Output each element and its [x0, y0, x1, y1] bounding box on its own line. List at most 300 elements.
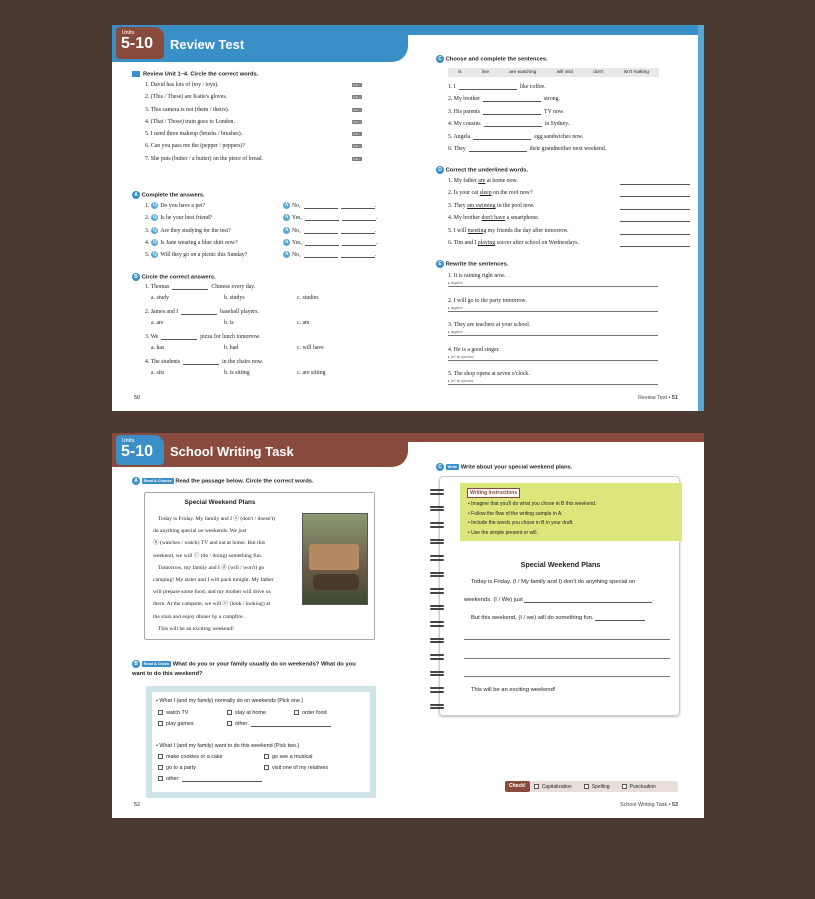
instructions-list: [468, 500, 596, 538]
answer: A No, .: [284, 202, 376, 209]
spiral-ring: [430, 509, 444, 511]
section-c-title: Choose and complete the sentences.: [445, 56, 548, 63]
spiral-ring: [430, 506, 444, 508]
camper-van: [309, 544, 359, 570]
section-c-badge: C: [436, 55, 444, 63]
checkbox-option[interactable]: [158, 721, 194, 727]
checkbox-option[interactable]: [158, 776, 262, 782]
mc-question-end: Chinese every day.: [211, 284, 256, 290]
section-a-list: [145, 202, 405, 263]
instruction-item: • Include the words you chose in B in your draft.: [468, 520, 574, 527]
word-bank-word: is: [458, 70, 462, 75]
instruction-item: • Imagine that you'll do what you chose in B this weekend.: [468, 501, 597, 507]
section-a-badge: A: [132, 191, 140, 199]
fill-blank[interactable]: [473, 139, 531, 140]
a-marker: A: [284, 239, 289, 245]
unit-tag: Unit 1: [353, 156, 361, 161]
section-d-badge: D: [436, 166, 444, 174]
review-item[interactable]: [145, 143, 370, 155]
fill-sentence: [448, 146, 688, 158]
mc-option[interactable]: a. study: [151, 295, 170, 301]
other-blank[interactable]: [182, 781, 262, 782]
spiral-ring: [430, 555, 444, 557]
checkbox[interactable]: [294, 710, 299, 715]
section-b-badge: B: [132, 660, 140, 668]
mc-question-end: pizza for lunch tomorrow.: [200, 334, 261, 340]
check-item-label: Spelling: [591, 783, 610, 790]
section-b-title-2: want to do this weekend?: [132, 670, 203, 677]
option-label: go to a party: [166, 765, 196, 771]
answer-blank-1[interactable]: [304, 233, 338, 234]
checkbox[interactable]: [584, 784, 589, 789]
answer-blank-1[interactable]: [305, 245, 339, 246]
section-b-heading: [132, 660, 392, 679]
rewrite-hint[interactable]: ▸ negative: [448, 281, 658, 287]
mc-blank[interactable]: [181, 314, 217, 315]
page-number-left: 50: [134, 395, 140, 401]
review-item-text: 1. David has lots of (toy / toys).: [145, 82, 219, 88]
review-item[interactable]: [145, 82, 370, 94]
sentence-start: 4. My brother: [448, 215, 482, 222]
checkbox-option[interactable]: [158, 754, 223, 760]
spiral-ring: [430, 671, 444, 673]
mc-question: [145, 359, 405, 384]
correction-row: [448, 178, 688, 190]
spiral-ring: [430, 621, 444, 623]
check-label: Check!: [505, 781, 530, 792]
checkbox[interactable]: [158, 710, 163, 715]
note-line-2: weekends. (I / We) just .: [464, 597, 655, 603]
section-b-list: [145, 284, 405, 384]
section-b-badge: B: [132, 273, 140, 281]
answer-start: Yes,: [292, 215, 302, 222]
spiral-ring: [430, 605, 444, 607]
rewrite-sentence: 4. He is a good singer.: [448, 346, 500, 353]
fill-blank[interactable]: [484, 126, 542, 127]
a-marker: A: [284, 215, 289, 221]
mc-option[interactable]: c. am: [297, 320, 310, 326]
check-item[interactable]: [584, 784, 610, 790]
checklist-inner: [152, 692, 370, 792]
spiral-ring: [430, 489, 444, 491]
group-1-title: • What I (and my family) normally do on weekends (Pick one.): [156, 698, 304, 704]
word-bank-word: isn't making: [623, 70, 649, 75]
writing-blank[interactable]: [524, 602, 652, 603]
answer-start: No,: [292, 252, 301, 259]
word-bank-word: don't: [593, 70, 604, 75]
sentence-end: my friends the day after tomorrow.: [486, 227, 569, 234]
fill-blank[interactable]: [483, 101, 541, 102]
section-b-heading: [132, 273, 216, 281]
note-line-1: Today is Friday. (I / My family and I) don't do anything special on: [471, 579, 636, 585]
answer-start: No,: [292, 202, 301, 209]
spiral-ring: [430, 522, 444, 524]
answer: A No, .: [284, 252, 376, 259]
spiral-ring: [430, 572, 444, 574]
rewrite-sentence: 3. They are teachers at your school.: [448, 322, 531, 329]
mc-option[interactable]: b. studys: [224, 295, 245, 301]
passage-line: there. At the campsite, we will ⓔ (look / looking) at: [153, 601, 271, 608]
question-row: [145, 239, 405, 251]
check-item[interactable]: [534, 784, 572, 790]
spiral-ring: [430, 542, 444, 544]
question-row: [145, 214, 405, 226]
section-c-heading: [436, 55, 548, 63]
option-label: go see a musical: [272, 754, 313, 760]
option-label: stay at home: [235, 710, 266, 716]
family-group: [313, 574, 359, 590]
review-item[interactable]: [145, 94, 370, 106]
question-text: Is Jane wearing a blue shirt now?: [160, 239, 238, 246]
right-edge-bar: [698, 25, 704, 411]
rewrite-item: [448, 298, 663, 323]
unit-tag: Unit 2: [353, 144, 361, 149]
group-2-title: • What I (and my family) want to do this weekend (Pick two.): [156, 743, 300, 749]
review-item[interactable]: [145, 119, 370, 131]
spiral-ring: [430, 687, 444, 689]
spiral-ring: [430, 638, 444, 640]
fill-sentence: [448, 134, 688, 146]
spiral-ring: [430, 539, 444, 541]
passage-line: Today is Friday. My family and I ⓐ (don't / doesn't): [158, 516, 276, 522]
writing-line[interactable]: [464, 676, 670, 677]
rewrite-hint[interactable]: ▸ yes-no question: [448, 379, 658, 385]
mc-blank[interactable]: [183, 364, 219, 365]
question-row: [145, 202, 405, 214]
answer-blank-2[interactable]: [341, 208, 375, 209]
option-label: visit one of my relatives: [272, 765, 329, 771]
fill-sentence: [448, 84, 688, 96]
rewrite-hint[interactable]: ▸ negative: [448, 306, 658, 312]
sentence-end: in the pool now.: [495, 202, 535, 209]
mc-option[interactable]: b. is: [224, 320, 234, 326]
correction-blank[interactable]: [620, 203, 690, 210]
spiral-ring: [430, 704, 444, 706]
checkbox-option[interactable]: [227, 721, 331, 727]
fill-blank[interactable]: [459, 89, 517, 90]
q-marker: Q: [152, 203, 157, 208]
unit-badge: [116, 27, 164, 59]
instruction-item: • Follow the flow of the writing sample in A.: [468, 510, 563, 517]
passage-line: ⓑ (watches / watch) TV and eat at home. But this: [153, 540, 266, 547]
mc-question-end: in the chairs now.: [222, 359, 263, 365]
review-item[interactable]: [145, 156, 370, 168]
option-label: watch TV: [166, 710, 189, 716]
spiral-ring: [430, 707, 444, 709]
correction-blank[interactable]: [620, 215, 690, 222]
camping-photo: [302, 513, 368, 605]
note-line-3: [471, 615, 671, 621]
mc-question-start: 2. James and I: [145, 309, 179, 315]
spiral-ring: [430, 526, 444, 528]
mc-blank[interactable]: [161, 339, 197, 340]
option-label: play games: [166, 721, 194, 727]
sentence-end: their grandmother next weekend.: [529, 145, 607, 152]
word-bank-word: are watching: [509, 70, 537, 75]
question-text: Is he your best friend?: [160, 215, 213, 222]
review-item-text: 2. (This / These) are Katie's gloves.: [145, 94, 228, 101]
page-footer-right: School Writing Task • 53: [620, 802, 679, 808]
mc-option[interactable]: b. is sitting: [224, 370, 250, 376]
units-label: Units: [122, 438, 135, 444]
mc-question-end: baseball players.: [220, 309, 259, 315]
underlined-word: meeting: [467, 227, 487, 234]
rewrite-item: [448, 273, 663, 298]
checkbox-option[interactable]: [158, 765, 196, 771]
unit-tag: Unit 3: [353, 107, 361, 112]
page-number-right: 51: [671, 395, 678, 401]
correction-row: [448, 240, 688, 252]
mc-option[interactable]: a. sits: [151, 370, 165, 376]
writing-line[interactable]: [464, 639, 670, 640]
option-label: other:: [235, 721, 249, 727]
sentence-start: 2. My brother: [448, 96, 481, 103]
mc-option[interactable]: b. had: [224, 345, 239, 351]
sentence-start: 3. They: [448, 202, 468, 209]
section-e-title: Rewrite the sentences.: [445, 261, 509, 268]
sentence-start: 2. Is your cat: [448, 190, 480, 197]
answer-start: Yes,: [292, 239, 302, 246]
answer-blank-2[interactable]: [341, 257, 375, 258]
checkbox[interactable]: [264, 754, 269, 759]
checkbox[interactable]: [158, 721, 163, 726]
answer-blank-2[interactable]: [342, 245, 376, 246]
sentence-start: 6. Tim and I: [448, 239, 478, 246]
spiral-ring: [430, 575, 444, 577]
check-bar: [505, 781, 678, 792]
passage-line: weekend, we will ⓒ (do / doing) something fun.: [153, 552, 263, 559]
question-number: 2.: [145, 215, 150, 222]
footer-title: Review Test: [638, 395, 667, 401]
passage-line: camping! My sister and I will pack tonight. My father: [153, 577, 274, 584]
note-line-2-text: weekends. (I / We) just: [464, 597, 523, 603]
section-a-title: Complete the answers.: [141, 192, 205, 199]
section-d-list: [448, 178, 688, 252]
review-heading: Review Unit 1–4. Circle the correct words.: [143, 71, 259, 78]
mc-question-start: 1. Thomas: [145, 284, 170, 290]
header-band-right: [408, 25, 698, 35]
mc-question-start: 3. We: [145, 334, 159, 340]
a-marker: A: [284, 227, 289, 233]
word-bank-word: will visit: [556, 70, 573, 75]
mc-option[interactable]: c. will have: [297, 345, 324, 351]
mc-option[interactable]: c. are sitting: [297, 370, 326, 376]
answer-blank-2[interactable]: [342, 220, 376, 221]
sentence-end: strong.: [544, 96, 560, 103]
review-item-text: 7. She puts (butter / a butter) on the piece of bread.: [145, 155, 263, 162]
rewrite-item: [448, 347, 663, 372]
rewrite-sentence: 2. I will go to the party tomorrow.: [448, 297, 527, 304]
option-label: make cookies or a cake: [166, 754, 223, 760]
mc-option[interactable]: a. are: [151, 320, 164, 326]
section-e-badge: E: [436, 260, 444, 268]
mc-blank[interactable]: [172, 289, 208, 290]
sentence-end: egg sandwiches now.: [534, 133, 584, 140]
section-c-badge: C: [436, 463, 444, 471]
page-footer-right: Review Test • 51: [638, 395, 678, 401]
rewrite-hint[interactable]: ▸ negative: [448, 330, 658, 336]
correction-row: [448, 215, 688, 227]
notebook: [439, 476, 680, 716]
underlined-word: am swiming: [467, 202, 496, 209]
spiral-ring: [430, 641, 444, 643]
unit-tag: Unit 1: [353, 83, 361, 87]
answer-blank-2[interactable]: [341, 233, 375, 234]
checkbox[interactable]: [158, 776, 163, 781]
q-marker: Q: [152, 215, 157, 221]
page-number-left: 52: [134, 802, 140, 808]
passage-line: Tomorrow, my family and I ⓓ (will / won't) go: [158, 564, 265, 571]
answer: A Yes, .: [284, 239, 378, 246]
section-a-title: Read the passage below. Circle the correct words.: [175, 478, 314, 485]
checkbox[interactable]: [264, 765, 269, 770]
passage-line: will prepare some food, and my mother will drive us: [153, 589, 271, 596]
spiral-ring: [430, 654, 444, 656]
mc-question: [145, 284, 405, 309]
other-blank[interactable]: [251, 726, 331, 727]
a-marker: A: [284, 252, 289, 258]
review-item[interactable]: [145, 131, 370, 143]
section-e-heading: [436, 260, 508, 268]
answer-blank-1[interactable]: [305, 220, 339, 221]
review-list: [145, 82, 370, 168]
question-number: 5.: [145, 252, 150, 259]
spiral-ring: [430, 691, 444, 693]
unit-badge: [116, 435, 164, 465]
check-item-label: Punctuation: [629, 783, 656, 790]
review-item-text: 4. (That / Those) train goes to London.: [145, 118, 235, 125]
fill-sentence: [448, 121, 688, 133]
correction-blank[interactable]: [620, 190, 690, 197]
check-item-label: Capitalization: [541, 783, 572, 790]
q-marker: Q: [152, 239, 157, 245]
writing-blank[interactable]: [595, 620, 645, 621]
passage-box: [144, 492, 375, 640]
answer-start: No,: [292, 227, 301, 234]
instructions-box: [460, 483, 682, 541]
sentence-start: 1. I: [448, 84, 456, 90]
unit-tag: Unit 4: [353, 119, 361, 124]
answer: A No, .: [284, 227, 376, 234]
section-e-list: [448, 273, 663, 396]
checkbox-option[interactable]: [264, 765, 328, 771]
checkbox-option[interactable]: [227, 710, 266, 716]
checkbox-option[interactable]: [158, 710, 188, 716]
correction-blank[interactable]: [620, 240, 690, 247]
rewrite-item: [448, 371, 663, 396]
sentence-start: 5. Angela: [448, 133, 471, 140]
note-line-3-text: But this weekend, (I / we) will do something fun.: [471, 615, 594, 621]
passage-text: [153, 513, 303, 635]
answer-blank-1[interactable]: [304, 257, 338, 258]
passage-line: This will be an exciting weekend!: [158, 625, 234, 632]
note-line-4: This will be an exciting weekend!: [471, 687, 556, 693]
passage-title: Special Weekend Plans: [184, 499, 256, 506]
checkbox[interactable]: [622, 784, 627, 789]
check-item[interactable]: [622, 784, 656, 790]
sentence-start: 1. My father: [448, 178, 479, 184]
checkbox[interactable]: [534, 784, 539, 789]
units-range: 5-10: [121, 35, 154, 52]
instructions-title: Writing Instructions: [467, 488, 520, 498]
answer: A Yes, .: [284, 215, 378, 222]
question-text: Are they studying for the test?: [160, 227, 231, 234]
checklist-box: [146, 686, 376, 798]
sentence-start: 4. My cousins: [448, 121, 481, 128]
sentence-start: 5. I will: [448, 227, 468, 234]
sentence-end: like coffee.: [519, 84, 546, 90]
correction-row: [448, 228, 688, 240]
question-number: 3.: [145, 227, 150, 234]
checkbox[interactable]: [227, 721, 232, 726]
writing-line[interactable]: [464, 658, 670, 659]
rewrite-hint[interactable]: ▸ yes-no question: [448, 355, 658, 361]
word-bank-word: live: [481, 70, 490, 75]
section-c-list: [448, 84, 688, 158]
mc-question-start: 4. The students: [145, 359, 181, 365]
rewrite-item: [448, 322, 663, 347]
mc-option[interactable]: c. studies: [297, 295, 319, 301]
section-d-heading: [436, 166, 528, 174]
section-b-title: Circle the correct answers.: [141, 274, 216, 281]
review-item[interactable]: [145, 107, 370, 119]
section-c-heading: [436, 463, 572, 471]
fill-blank[interactable]: [483, 114, 541, 115]
checkbox[interactable]: [227, 710, 232, 715]
mc-option[interactable]: a. has: [151, 345, 165, 351]
spiral-ring: [430, 674, 444, 676]
checkbox[interactable]: [158, 765, 163, 770]
rewrite-sentence: 1. It is raining right now.: [448, 273, 506, 279]
underlined-word: don't have: [481, 215, 506, 222]
fill-blank[interactable]: [469, 151, 527, 152]
question-number: 4.: [145, 239, 150, 246]
question-row: [145, 227, 405, 239]
unit-tag: Unit 1: [353, 132, 361, 137]
underlined-word: sleep: [479, 190, 492, 197]
question-text: Do you have a pet?: [160, 202, 206, 209]
section-a-badge: A: [132, 477, 140, 485]
mc-question: [145, 309, 405, 334]
instruction-item: • Use the simple present or will.: [468, 529, 538, 536]
passage-line: the stars and enjoy dinner by a campfire.: [153, 613, 245, 620]
checkbox[interactable]: [158, 754, 163, 759]
read-choose-label: Read & Choose: [143, 479, 172, 483]
review-test-spread: [112, 25, 704, 411]
checkbox-option[interactable]: [294, 710, 327, 716]
passage-line: do anything special on weekends. We just: [153, 528, 247, 535]
correction-blank[interactable]: [620, 178, 690, 185]
correction-blank[interactable]: [620, 228, 690, 235]
fill-sentence: [448, 96, 688, 108]
unit-tag: Unit 2: [353, 95, 361, 100]
units-range: 5-10: [121, 443, 154, 460]
section-a-heading: [132, 477, 314, 485]
write-label: Write: [447, 465, 458, 469]
review-item-text: 6. Can you pass me the (pepper / peppers)?: [145, 143, 245, 150]
checkbox-option[interactable]: [264, 754, 312, 760]
underlined-word: playing: [477, 239, 496, 246]
note-title: Special Weekend Plans: [520, 560, 601, 569]
spiral-ring: [430, 592, 444, 594]
word-bank: [448, 68, 659, 77]
review-section: [132, 71, 402, 78]
answer-blank-1[interactable]: [304, 208, 338, 209]
book-icon: [132, 71, 140, 77]
sentence-end: on the roof now?: [491, 190, 533, 197]
spiral-ring: [430, 588, 444, 590]
sentence-end: TV now.: [544, 108, 565, 115]
